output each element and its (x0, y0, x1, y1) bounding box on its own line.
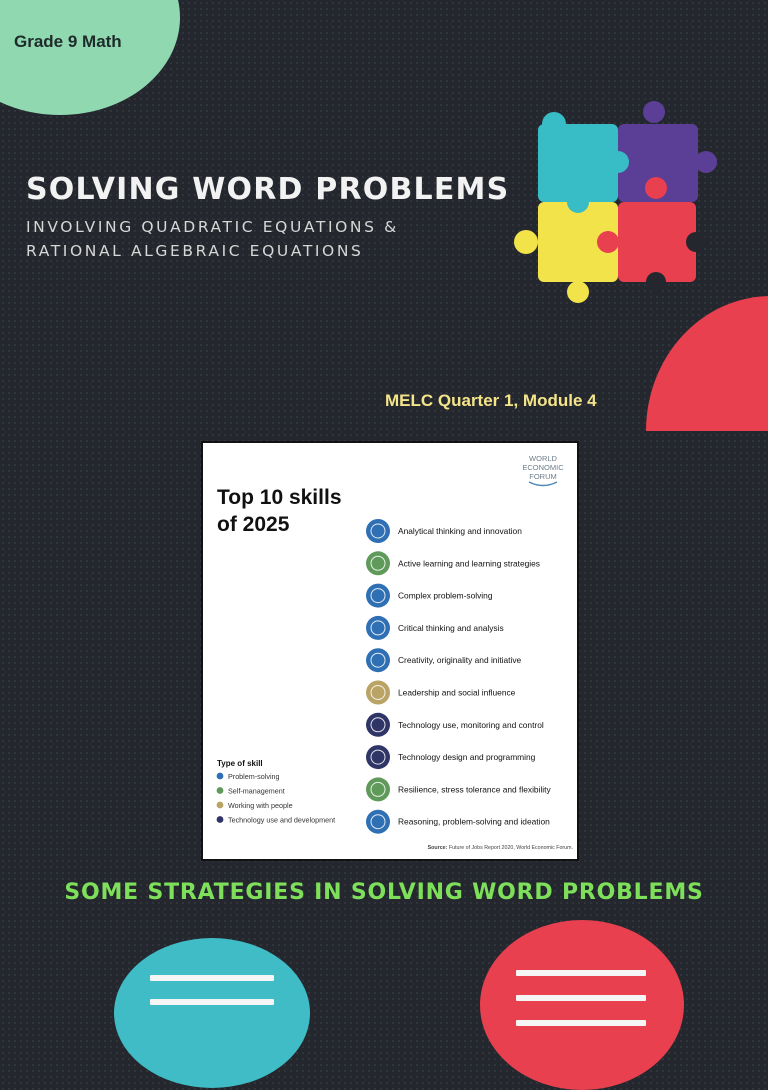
skill-label: Creativity, originality and initiative (398, 655, 522, 666)
source-note (428, 845, 573, 851)
page-title: SOLVING WORD PROBLEMS (26, 172, 510, 207)
pink-oval-decoration (480, 920, 684, 1090)
skill-item (366, 681, 516, 705)
skill-item (366, 616, 504, 640)
skill-label: Analytical thinking and innovation (398, 526, 522, 536)
infographic-heading-line-2: of 2025 (217, 513, 290, 536)
lightbulb-head-icon (366, 648, 390, 672)
skill-label: Critical thinking and analysis (398, 622, 504, 633)
board-icon (366, 584, 390, 608)
legend-swatch (217, 816, 224, 823)
skill-label: Resilience, stress tolerance and flexibility (398, 784, 551, 795)
head-gear-icon (366, 616, 390, 640)
grade-label: Grade 9 Math (14, 32, 122, 51)
legend-swatch (217, 787, 224, 794)
legend-label: Working with people (228, 801, 293, 810)
legend (217, 772, 335, 825)
person-arrows-icon (366, 777, 390, 801)
wef-logo-line-2: ECONOMIC (522, 463, 564, 472)
top-skills-infographic (201, 441, 579, 861)
legend-label: Problem-solving (228, 772, 280, 781)
wef-logo-line-3: FORUM (529, 472, 557, 481)
puzzle-piece-teal (538, 112, 618, 202)
menu-line-icon (516, 995, 646, 1001)
infographic-canvas (203, 443, 577, 859)
legend-swatch (217, 802, 224, 809)
skill-label: Reasoning, problem-solving and ideation (398, 816, 550, 827)
wef-logo-line-1: WORLD (529, 454, 557, 463)
skill-label: Technology use, monitoring and control (398, 719, 544, 730)
skill-item (366, 584, 493, 608)
menu-line-icon (150, 975, 274, 981)
menu-line-icon (150, 999, 274, 1005)
skill-item (366, 777, 551, 801)
teal-oval-decoration (114, 938, 310, 1088)
skill-item (366, 648, 522, 672)
learning-icon (366, 551, 390, 575)
legend-swatch (217, 773, 224, 780)
chip-icon (366, 713, 390, 737)
module-label: MELC Quarter 1, Module 4 (385, 391, 597, 410)
coral-semicircle-decoration (646, 296, 768, 566)
menu-line-icon (516, 970, 646, 976)
skill-item (366, 810, 550, 834)
skill-label: Technology design and programming (398, 752, 536, 763)
document-pen-icon (366, 810, 390, 834)
infographic-heading-line-1: Top 10 skills (217, 486, 342, 509)
skill-label: Complex problem-solving (398, 590, 493, 601)
source-text: Future of Jobs Report 2020, World Economic Forum. (448, 845, 573, 851)
legend-title: Type of skill (217, 759, 263, 768)
menu-line-icon (516, 1020, 646, 1026)
skill-label: Leadership and social influence (398, 687, 516, 698)
legend-label: Technology use and development (228, 815, 336, 825)
brain-icon (366, 519, 390, 543)
podium-icon (366, 681, 390, 705)
code-window-icon (366, 745, 390, 769)
wef-logo (522, 454, 564, 486)
legend-label: Self-management (228, 786, 285, 796)
puzzle-pieces-icon (512, 100, 722, 305)
skill-item (366, 745, 536, 769)
subtitle-line-2: RATIONAL ALGEBRAIC EQUATIONS (26, 242, 364, 260)
skill-item (366, 519, 522, 543)
skill-label: Active learning and learning strategies (398, 558, 540, 569)
skill-item (366, 551, 540, 575)
source-prefix: Source: (427, 845, 448, 851)
skills-list (366, 519, 551, 834)
skill-item (366, 713, 544, 737)
strategies-heading: SOME STRATEGIES IN SOLVING WORD PROBLEMS (64, 880, 704, 905)
subtitle-line-1: INVOLVING QUADRATIC EQUATIONS & (26, 218, 399, 236)
mint-circle-decoration (0, 0, 180, 115)
